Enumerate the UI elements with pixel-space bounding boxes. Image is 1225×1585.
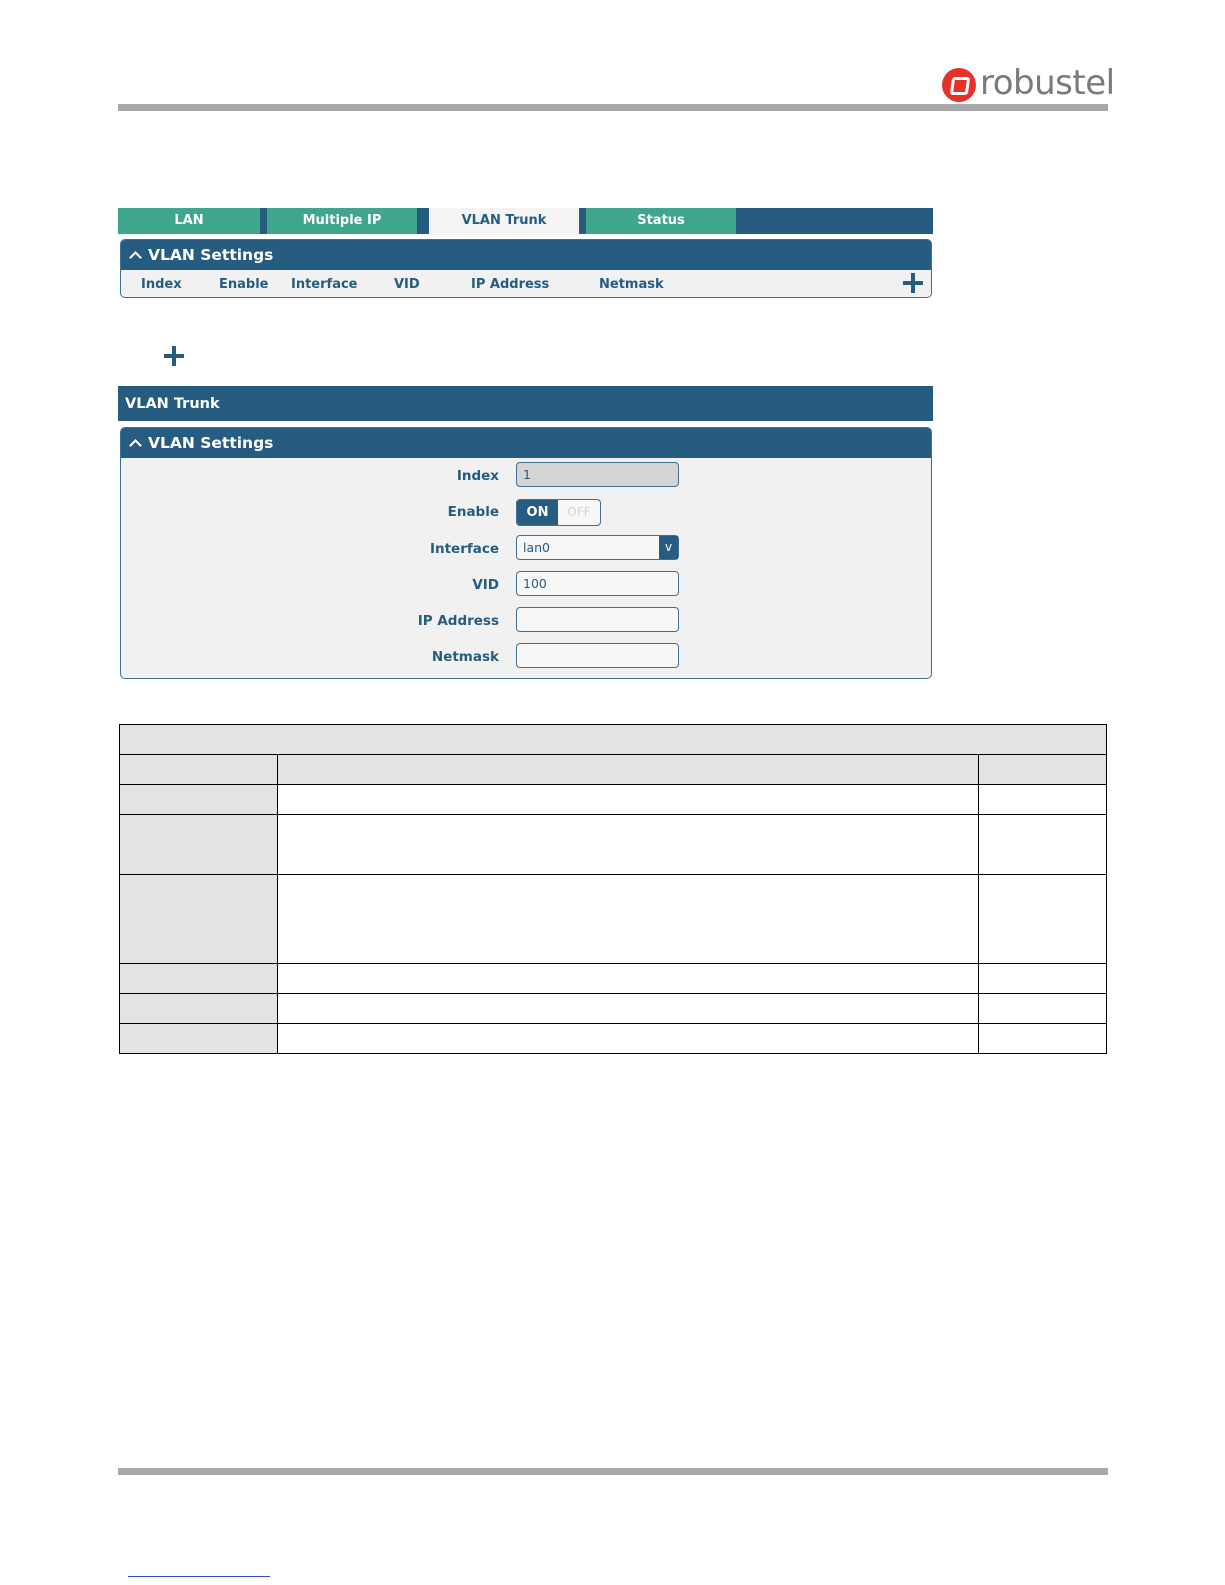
add-plus-icon xyxy=(164,346,184,366)
vid-field[interactable]: 100 xyxy=(516,571,679,596)
netmask-label: Netmask xyxy=(431,649,499,665)
robustel-logo xyxy=(942,63,1115,104)
column-ip-address: IP Address xyxy=(471,277,550,292)
enable-toggle-on: ON xyxy=(517,500,558,525)
table-row xyxy=(120,815,1107,875)
table-row xyxy=(120,994,1107,1024)
tab-multiple-ip[interactable]: Multiple IP xyxy=(267,208,417,234)
table-header-row xyxy=(120,755,1107,785)
tab-status[interactable]: Status xyxy=(586,208,736,234)
tab-lan[interactable]: LAN xyxy=(118,208,260,234)
footer-link-underline[interactable] xyxy=(128,1576,270,1577)
table-header-cell xyxy=(278,755,979,785)
table-header-cell xyxy=(120,755,278,785)
vlan-settings-list-title: VLAN Settings xyxy=(148,246,274,264)
index-label: Index xyxy=(456,468,499,484)
tab-bar xyxy=(118,208,933,234)
enable-toggle-off: OFF xyxy=(567,505,591,519)
parameter-table xyxy=(119,724,1107,1054)
logo-text: robustel xyxy=(980,63,1115,103)
interface-select[interactable] xyxy=(516,535,679,560)
logo-mark-icon xyxy=(942,68,976,102)
footer-divider xyxy=(118,1468,1108,1475)
enable-toggle[interactable] xyxy=(516,499,601,526)
header-divider xyxy=(118,104,1108,111)
vlan-settings-form-title: VLAN Settings xyxy=(148,434,274,452)
vlan-settings-list-panel xyxy=(120,239,932,298)
page-title: VLAN Trunk xyxy=(118,386,933,421)
vlan-settings-list-header[interactable] xyxy=(121,240,931,270)
collapse-caret-icon xyxy=(129,251,142,264)
tab-vlan-trunk[interactable]: VLAN Trunk xyxy=(429,208,579,235)
column-index: Index xyxy=(141,277,182,292)
table-row xyxy=(120,964,1107,994)
table-row xyxy=(120,1024,1107,1054)
add-vlan-plus-icon[interactable] xyxy=(903,273,923,293)
netmask-field[interactable] xyxy=(516,643,679,668)
vlan-settings-form-panel xyxy=(120,427,932,679)
interface-label: Interface xyxy=(429,541,499,557)
vlan-settings-form-header[interactable] xyxy=(121,428,931,458)
ip-address-label: IP Address xyxy=(417,613,499,629)
column-interface: Interface xyxy=(291,277,358,292)
table-row xyxy=(120,875,1107,964)
collapse-caret-icon xyxy=(129,439,142,452)
index-field: 1 xyxy=(516,462,679,487)
vid-label: VID xyxy=(472,577,499,593)
column-enable: Enable xyxy=(219,277,269,292)
table-title-row xyxy=(120,725,1107,755)
interface-select-value: lan0 xyxy=(523,540,551,555)
column-vid: VID xyxy=(394,277,420,292)
column-netmask: Netmask xyxy=(599,277,664,292)
table-header-cell xyxy=(979,755,1107,785)
enable-label: Enable xyxy=(447,504,499,520)
chevron-down-icon[interactable]: v xyxy=(659,536,678,559)
ip-address-field[interactable] xyxy=(516,607,679,632)
table-row xyxy=(120,785,1107,815)
